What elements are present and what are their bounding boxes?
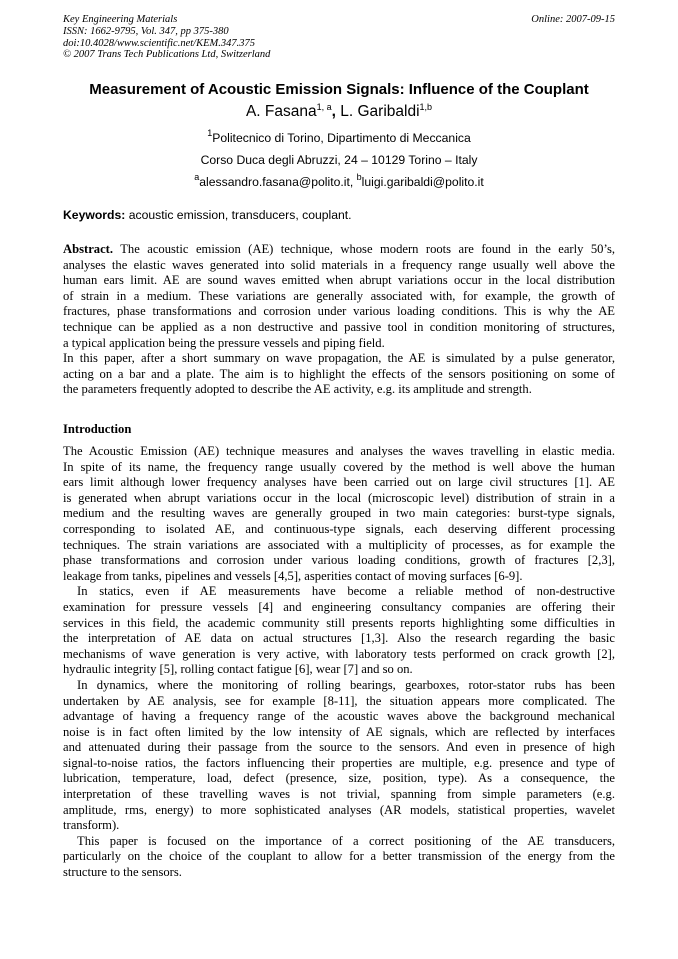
abstract-line xyxy=(63,304,615,320)
paragraph-line: signal-to-noise ratios, the factors influencing their properties are multiple, e.g. presence and type of xyxy=(63,755,615,770)
paragraph-line: phase transformations and corrosion under various loading conditions, growth of fractures [2,3], xyxy=(63,553,615,568)
introduction-body xyxy=(63,444,615,881)
paragraph-line: hydraulic integrity [5], rolling contact fatigue [6], wear [7] and so on. xyxy=(63,662,413,677)
paragraph-line: the interpretation of AE data on actual structures [1,3]. Also the research regarding the basic xyxy=(63,631,615,646)
paragraph-line: leakage from tanks, pipelines and vessels [4,5], asperities contact of moving surfaces [6-9]. xyxy=(63,568,523,583)
email-a: alessandro.fasana@polito.it, xyxy=(199,175,357,189)
section-heading-introduction: Introduction xyxy=(63,422,132,436)
abstract-line xyxy=(63,273,615,289)
affiliation-text: Politecnico di Torino, Dipartimento di Meccanica xyxy=(212,131,471,145)
author-name: L. Garibaldi xyxy=(340,103,420,120)
abstract-line-text: fractures, phase transformations and corrosion under various loading conditions. This is why the AE xyxy=(63,304,615,319)
author-emails xyxy=(0,172,678,189)
paragraph-line: examination for pressure vessels [4] and engineering consultancy companies are offering their xyxy=(63,599,615,614)
journal-name: Key Engineering Materials xyxy=(63,14,178,25)
paragraph xyxy=(63,584,615,678)
abstract-line xyxy=(63,258,615,274)
paragraph-line: mechanisms of wave generation is very active, with laboratory tests performed on crack growth [2], xyxy=(63,646,615,661)
affiliation-address: Corso Duca degli Abruzzi, 24 – 10129 Torino – Italy xyxy=(200,153,478,167)
paragraph-line: amplitude, rms, energy) to more sophisticated analyses (AR models, statistical properties, wavelet xyxy=(63,802,615,817)
paragraph-line: ears limit although lower frequency analyses have been carried out on large civil structures [1]. AE xyxy=(63,475,615,490)
authors: A. Fasana$^{1, a}$, L. Garibaldi$^{1,b}$ xyxy=(245,102,433,120)
paper-title: Measurement of Acoustic Emission Signals: Influence of the Couplant xyxy=(89,81,589,98)
paragraph-line: and attenuated during their passage from the source to the sensors. And even in presence of high xyxy=(63,740,615,755)
author-name: A. Fasana xyxy=(245,103,317,120)
journal-header xyxy=(63,14,615,61)
author-affiliation-mark: 1, a xyxy=(316,102,332,112)
abstract-line xyxy=(63,289,615,305)
abstract xyxy=(63,242,615,398)
doi: doi:10.4028/www.scientific.net/KEM.347.375 xyxy=(63,37,255,49)
abstract-line-text: The acoustic emission (AE) technique, whose modern roots are found in the early 50’s, xyxy=(113,242,615,256)
email-mark: b xyxy=(356,172,362,182)
paragraph-line: advantage of having a frequency range of the acoustic waves above the background mechanical xyxy=(63,709,615,724)
paragraph-line: In statics, even if AE measurements have become a reliable method of non-destructive xyxy=(77,584,615,599)
abstract-line-text: human ears limit. AE are sound waves emitted when abrupt variations occur in the local distribution xyxy=(63,273,615,288)
paragraph-line: services in this field, the academic community still presents reports highlighting some difficulties in xyxy=(63,615,615,630)
paragraph-line: In spite of its name, the frequency range usually covered by the method is well above the human xyxy=(63,459,615,474)
abstract-line xyxy=(63,351,615,367)
paragraph xyxy=(63,678,615,834)
email-b: luigi.garibaldi@polito.it xyxy=(361,175,484,189)
paragraph xyxy=(63,444,615,584)
keywords-text: acoustic emission, transducers, couplant. xyxy=(125,208,352,222)
keywords-label: Keywords: xyxy=(63,208,126,222)
abstract-line-text: analyses the elastic waves generated into solid materials in a frequency range usually well above the xyxy=(63,257,615,272)
paragraph-line: techniques. The strain variations are associated with a multiplicity of processes, as for example the xyxy=(63,537,615,552)
paragraph xyxy=(63,834,615,881)
paragraph-line: In dynamics, where the monitoring of rolling bearings, gearboxes, rotor-stator rubs has been xyxy=(77,677,615,692)
paragraph-line: medium and the resulting waves are generally grouped in two main categories: burst-type signals, xyxy=(63,506,615,521)
email-mark: a xyxy=(194,172,200,182)
abstract-line xyxy=(63,382,615,398)
paragraph-line: The Acoustic Emission (AE) technique measures and analyses the waves travelling in elastic media. xyxy=(63,444,615,458)
abstract-line xyxy=(63,367,615,383)
abstract-line xyxy=(63,242,615,258)
abstract-line-text: acting on a bar and a plate. The aim is to highlight the effects of the sensors positioning on some of xyxy=(63,366,615,381)
paragraph-line: corresponding to isolated AE, and continuous-type signals, each deserving different processing xyxy=(63,521,615,536)
abstract-line-text: of strain in a medium. These variations are generally associated with, for example, the growth of xyxy=(63,288,615,303)
abstract-label: Abstract. xyxy=(63,242,114,256)
paragraph-line: noise is in fact often limited by the low intensity of AE signals, which are reflected by interfaces xyxy=(63,724,615,739)
issn: ISSN: 1662-9795, Vol. 347, pp 375-380 xyxy=(63,25,229,37)
abstract-line-text: In this paper, after a short summary on wave propagation, the AE is simulated by a pulse generator, xyxy=(63,351,615,366)
paragraph-line: undertaken by AE analysis, see for example [8-11], the situation appears more complicated. The xyxy=(63,693,615,708)
online-date: Online: 2007-09-15 xyxy=(531,14,615,25)
abstract-line-text: the parameters frequently adopted to describe the AE activity, e.g. its amplitude and strength. xyxy=(63,382,532,397)
paragraph-line: This paper is focused on the importance of a correct positioning of the AE transducers, xyxy=(77,833,615,848)
affiliation-mark: 1 xyxy=(207,128,213,138)
author-affiliation-mark: 1,b xyxy=(419,102,433,112)
affiliation-institution xyxy=(0,128,678,145)
paragraph-line: particularly on the choice of the couplant to allow for a better transmission of the energy from the xyxy=(63,849,615,864)
abstract-line xyxy=(63,320,615,336)
paragraph-line: transform). xyxy=(63,818,120,833)
paragraph-line: is generated when abrupt variations occur in the local (microscopic level) distribution of strain in a xyxy=(63,490,615,505)
paragraph-line: interpretation of these travelling waves is not trivial, spanning from simple parameters (e.g. xyxy=(63,787,615,802)
paragraph-line: structure to the sensors. xyxy=(63,865,182,880)
abstract-line-text: a typical application being the pressure vessels and piping field. xyxy=(63,335,385,350)
paragraph-line: lubrication, temperature, load, defect (presence, size, position, type). As a consequence, the xyxy=(63,771,615,786)
keywords xyxy=(63,208,352,222)
abstract-line-text: technique can be applied as a non destructive and passive tool in condition monitoring of structures, xyxy=(63,319,615,334)
abstract-line xyxy=(63,336,615,352)
copyright: © 2007 Trans Tech Publications Ltd, Switzerland xyxy=(63,49,271,61)
